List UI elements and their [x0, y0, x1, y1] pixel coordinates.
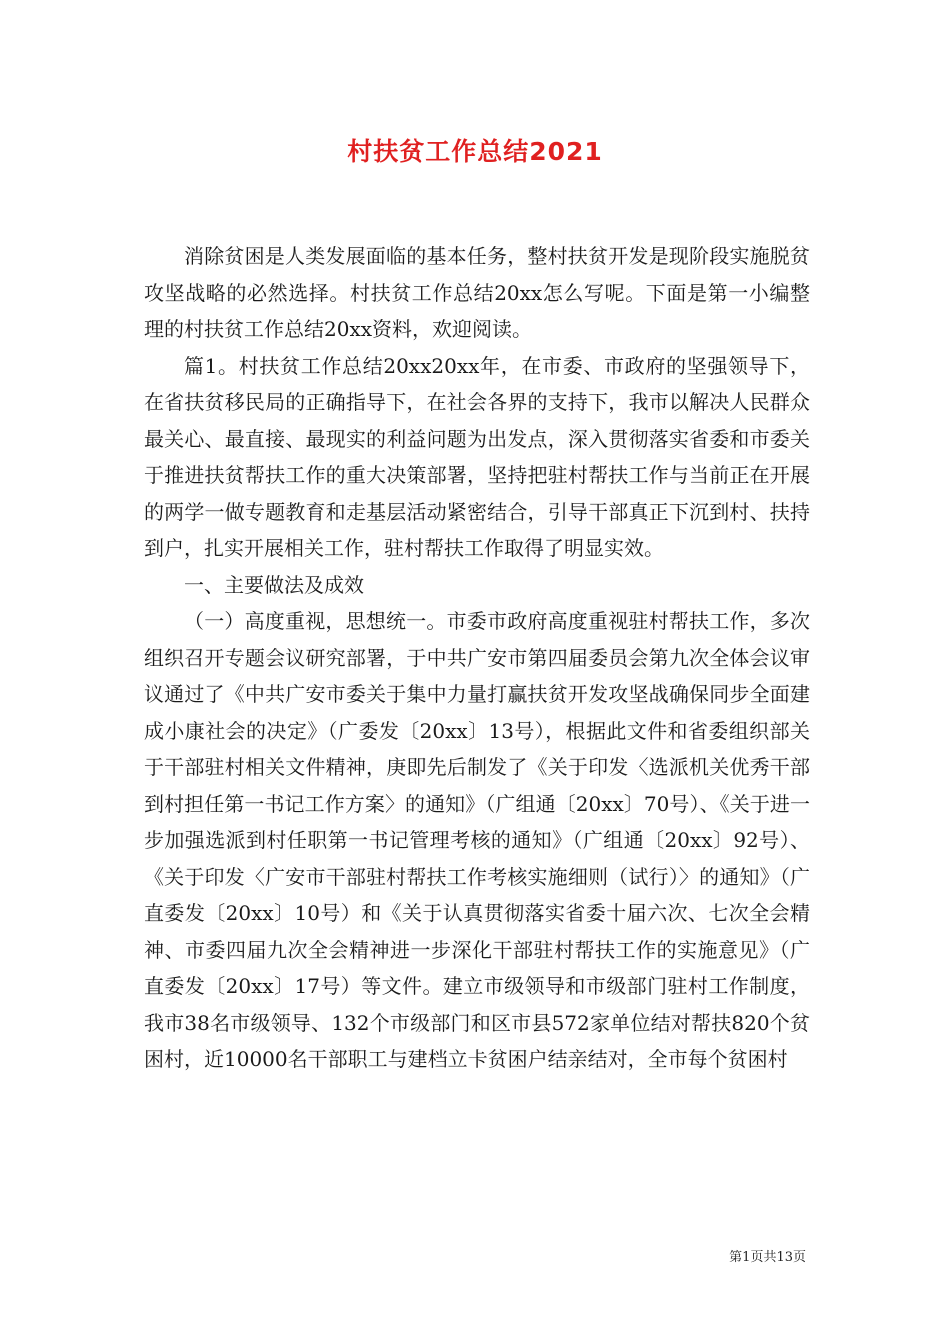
document-title: 村扶贫工作总结2021: [347, 137, 603, 166]
paragraph-intro: 消除贫困是人类发展面临的基本任务，整村扶贫开发是现阶段实施脱贫攻坚战略的必然选择。村扶贫工作总结20xx怎么写呢。下面是第一小编整理的村扶贫工作总结20xx资料，欢迎阅读。: [144, 244, 810, 341]
paragraph-part-1: 篇1。村扶贫工作总结20xx20xx年，在市委、市政府的坚强领导下，在省扶贫移民局的正确指导下，在社会各界的支持下，我市以解决人民群众最关心、最直接、最现实的利益问题为出发点，深入贯彻落实省委和市委关于推进扶贫帮扶工作的重大决策部署，坚持把驻村帮扶工作与当前正在开展的两学一做专题教育和走基层活动紧密结合，引导干部真正下沉到村、扶持到户，扎实开展相关工作，驻村帮扶工作取得了明显实效。: [144, 353, 810, 560]
paragraph-measure-1: （一）高度重视，思想统一。市委市政府高度重视驻村帮扶工作，多次组织召开专题会议研究部署，于中共广安市第四届委员会第九次全体会议审议通过了《中共广安市委关于集中力量打赢扶贫开发攻坚战确保同步全面建成小康社会的决定》（广委发〔20xx〕13号），根据此文件和省委组织部关于干部驻村相关文件精神，庚即先后制发了《关于印发〈选派机关优秀干部到村担任第一书记工作方案〉的通知》（广组通〔20xx〕70号）、《关于进一步加强选派到村任职第一书记管理考核的通知》（广组通〔20xx〕92号）、《关于印发〈广安市干部驻村帮扶工作考核实施细则（试行）〉的通知》（广直委发〔20xx〕10号）和《关于认真贯彻落实省委十届六次、七次全会精神、市委四届九次全会精神进一步深化干部驻村帮扶工作的实施意见》（广直委发〔20xx〕17号）等文件。建立市级领导和市级部门驻村工作制度，我市38名市级领导、132个市级部门和区市县572家单位结对帮扶820个贫困村，近10000名干部职工与建档立卡贫困户结亲结对，全市每个贫困村: [144, 609, 810, 1071]
document-body: [144, 238, 810, 1078]
page-number-footer: 第1页共13页: [729, 1250, 806, 1265]
section-heading: 一、主要做法及成效: [184, 572, 364, 597]
